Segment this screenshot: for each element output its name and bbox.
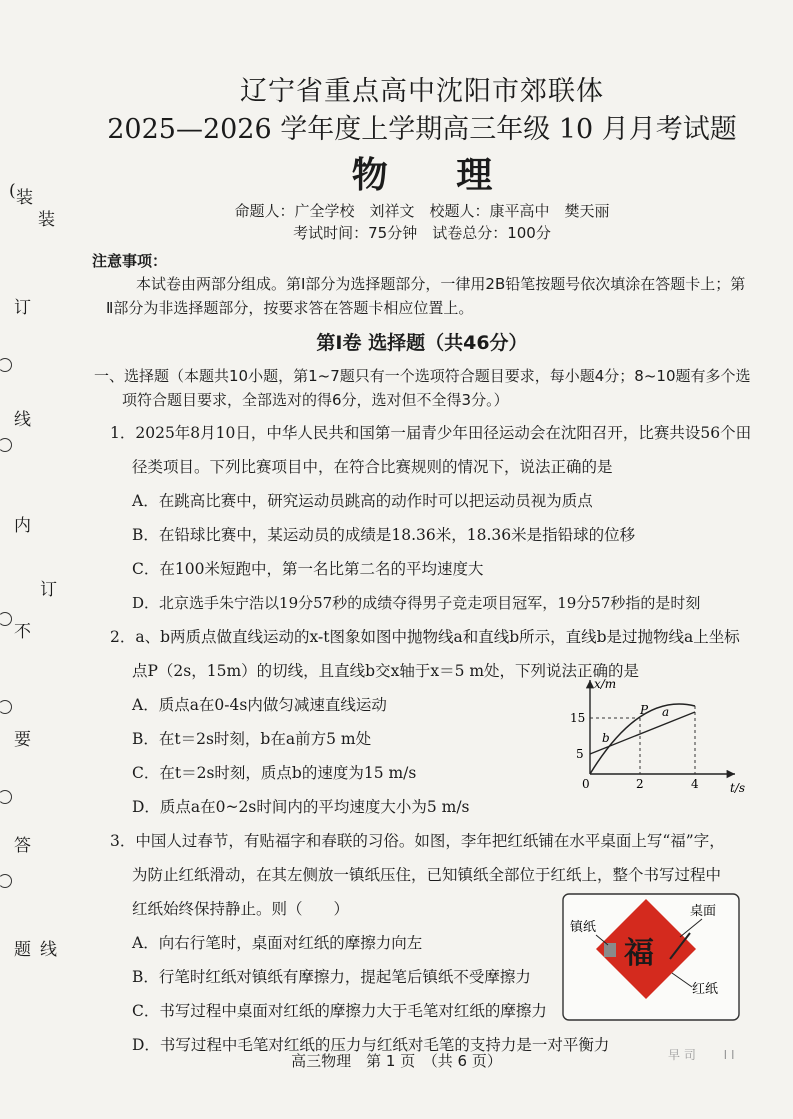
x-axis-label: t/s: [730, 781, 746, 795]
binding-margin: [0, 0, 60, 1119]
paperweight: [604, 943, 616, 957]
margin-char: 装: [38, 210, 55, 230]
margin-circle: [0, 700, 12, 714]
origin-label: 0: [582, 777, 590, 791]
question-option: D．书写过程中毛笔对红纸的压力与红纸对毛笔的支持力是一对平衡力: [132, 1036, 610, 1054]
margin-char: 订: [14, 298, 31, 318]
question-option: C．在t＝2s时刻，质点b的速度为15 m/s: [132, 764, 417, 782]
fu-paper-figure: [562, 893, 740, 1021]
paperweight-label: 镇纸: [570, 920, 597, 935]
x-tick: 2: [636, 777, 644, 791]
question-option: D．质点a在0~2s时间内的平均速度大小为5 m/s: [132, 798, 470, 816]
paper-label: 红纸: [692, 982, 719, 997]
y-tick: 15: [570, 711, 586, 725]
question-stem: 3．中国人过春节，有贴福字和春联的习俗。如图，李年把红纸铺在水平桌面上写“福”字，为防止红纸滑动，在其左侧放一镇纸压住，已知镇纸全部位于红纸上，整个书写过程中红纸始终保持静止。则（ ）: [110, 832, 725, 918]
desk-label: 桌面: [690, 904, 717, 919]
margin-circle: [0, 874, 12, 888]
y-axis-label: x/m: [594, 677, 617, 691]
notice-text: 本试卷由两部分组成。第Ⅰ部分为选择题部分，一律用2B铅笔按题号依次填涂在答题卡上；第Ⅱ部分为非选择题部分，按要求答在答题卡相应位置上。: [106, 275, 746, 317]
question-option: B．行笔时红纸对镇纸有摩擦力，提起笔后镇纸不受摩擦力: [132, 968, 531, 986]
watermark: 早 司 Ⅰ Ⅰ: [668, 1048, 735, 1062]
question-option: B．在铅球比赛中，某运动员的成绩是18.36米，18.36米是指铅球的位移: [132, 526, 636, 544]
notice-title: 注意事项：: [92, 252, 168, 270]
question-option: A．向右行笔时，桌面对红纸的摩擦力向左: [132, 934, 423, 952]
y-tick: 5: [576, 747, 584, 761]
page-footer: 高三物理 第 1 页 （共 6 页）: [291, 1052, 502, 1070]
question-option: C．书写过程中桌面对红纸的摩擦力大于毛笔对红纸的摩擦力: [132, 1002, 547, 1020]
margin-char: 题: [14, 940, 31, 960]
line-b-label: b: [602, 731, 610, 745]
margin-char: 要: [14, 730, 31, 750]
margin-circle: [0, 790, 12, 804]
authors-line: 命题人：广全学校 刘祥文 校题人：康平高中 樊天丽: [234, 202, 610, 220]
subject-title: 物 理: [351, 154, 521, 196]
fu-character: 福: [624, 936, 654, 971]
margin-char: 答: [14, 836, 31, 856]
margin-circle: [0, 358, 12, 372]
question-stem: 2．a、b两质点做直线运动的x-t图象如图中抛物线a和直线b所示，直线b是过抛物线a上坐标点P（2s，15m）的切线，且直线b交x轴于x＝5 m处，下列说法正确的是: [110, 628, 740, 680]
margin-circle: [0, 438, 12, 452]
x-tick: 4: [691, 777, 699, 791]
exam-info-line: 考试时间：75分钟 试卷总分：100分: [293, 224, 551, 242]
curve-a-label: a: [662, 705, 670, 719]
question-option: A．质点a在0-4s内做匀减速直线运动: [132, 696, 387, 714]
margin-char: (: [9, 181, 16, 201]
point-label: P: [640, 703, 649, 717]
part-instructions: 一、选择题（本题共10小题，第1~7题只有一个选项符合题目要求，每小题4分；8~10题有多个选项符合题目要求，全部选对的得6分，选对但不全得3分。）: [94, 367, 751, 409]
margin-char: 装: [16, 188, 33, 208]
margin-char: 不: [14, 622, 31, 642]
question-stem: 1．2025年8月10日，中华人民共和国第一届青少年田径运动会在沈阳召开，比赛共设56个田径类项目。下列比赛项目中，在符合比赛规则的情况下，说法正确的是: [110, 424, 752, 476]
question-option: A．在跳高比赛中，研究运动员跳高的动作时可以把运动员视为质点: [132, 492, 593, 510]
margin-char: 订: [40, 580, 57, 600]
margin-char: 线: [14, 410, 31, 430]
exam-title-line1: 辽宁省重点高中沈阳市郊联体: [240, 76, 604, 107]
exam-title-line2: 2025—2026 学年度上学期高三年级 10 月月考试题: [107, 114, 737, 145]
question-option: D．北京选手朱宁浩以19分57秒的成绩夺得男子竞走项目冠军，19分57秒指的是时刻: [132, 594, 701, 612]
margin-char: 线: [40, 940, 57, 960]
margin-circle: [0, 612, 12, 626]
xt-graph: [560, 672, 750, 802]
question-option: B．在t＝2s时刻，b在a前方5 m处: [132, 730, 372, 748]
section-title: 第Ⅰ卷 选择题（共46分）: [316, 332, 528, 354]
margin-char: 内: [14, 516, 31, 536]
question-option: C．在100米短跑中，第一名比第二名的平均速度大: [132, 560, 484, 578]
